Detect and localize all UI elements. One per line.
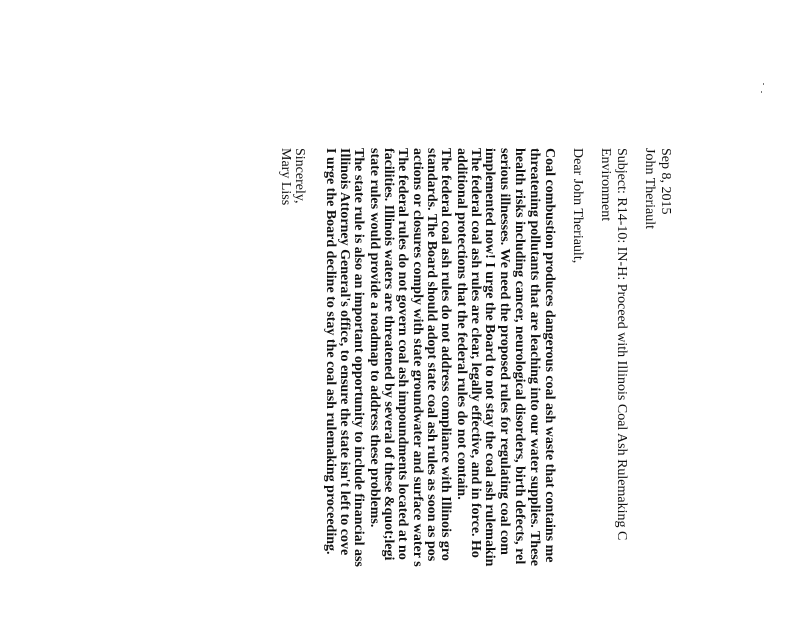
paragraph-line: implemented now! I urge the Board to not stay the coal ash rulemakin	[482, 148, 497, 567]
paragraph-line: facilities. Illinois waters are threatened by several of these &quot;legi	[381, 148, 396, 561]
paragraph-line: additional protections that the federal rules do not contain.	[454, 148, 469, 500]
scan-speck	[761, 91, 762, 93]
letter-recipient: John Theriault	[642, 148, 657, 230]
closing-statement: I urge the Board decline to stay the coal ash rulemaking proceeding.	[323, 148, 338, 555]
paragraph-line: state rules would provide a roadmap to address these problems.	[367, 148, 382, 528]
paragraph-line: The state rule is also an important opportunity to include financial ass	[351, 148, 366, 567]
paragraph-line: health risks including cancer, neurological disorders, birth defects, rel	[512, 148, 527, 565]
letter-date: Sep 8, 2015	[658, 148, 673, 215]
paragraph-line: The federal rules do not govern coal ash impoundments located at no	[395, 148, 410, 560]
signoff: Sincerely,	[292, 148, 307, 204]
paragraph-line: actions or closures comply with state groundwater and surface water s	[410, 148, 425, 567]
paragraph-line: threatening pollutants that are leaching into our water supplies. These	[527, 148, 542, 566]
paragraph-line: Illinois Attorney General's office, to ensure the state isn't left to cove	[337, 148, 352, 556]
signer-name: Mary Liss	[278, 148, 293, 206]
salutation: Dear John Theriault,	[570, 148, 585, 264]
subject-line: Environment	[598, 148, 613, 222]
paragraph-line: Coal combustion produces dangerous coal ash waste that contains me	[542, 148, 557, 563]
paragraph-line: standards. The Board should adopt state coal ash rules as soon as pos	[424, 148, 439, 562]
scan-speck	[763, 83, 764, 85]
paragraph-line: The federal coal ash rules do not address compliance with Illinois gro	[438, 148, 453, 561]
paragraph-line: The federal coal ash rules are clear, legally effective, and in force. Ho	[468, 148, 483, 558]
subject-line: Subject: R14-10: IN-H: Proceed with Illinois Coal Ash Rulemaking C	[614, 148, 629, 541]
paragraph-line: serious illnesses. We need the proposed rules for regulating coal com	[497, 148, 512, 555]
